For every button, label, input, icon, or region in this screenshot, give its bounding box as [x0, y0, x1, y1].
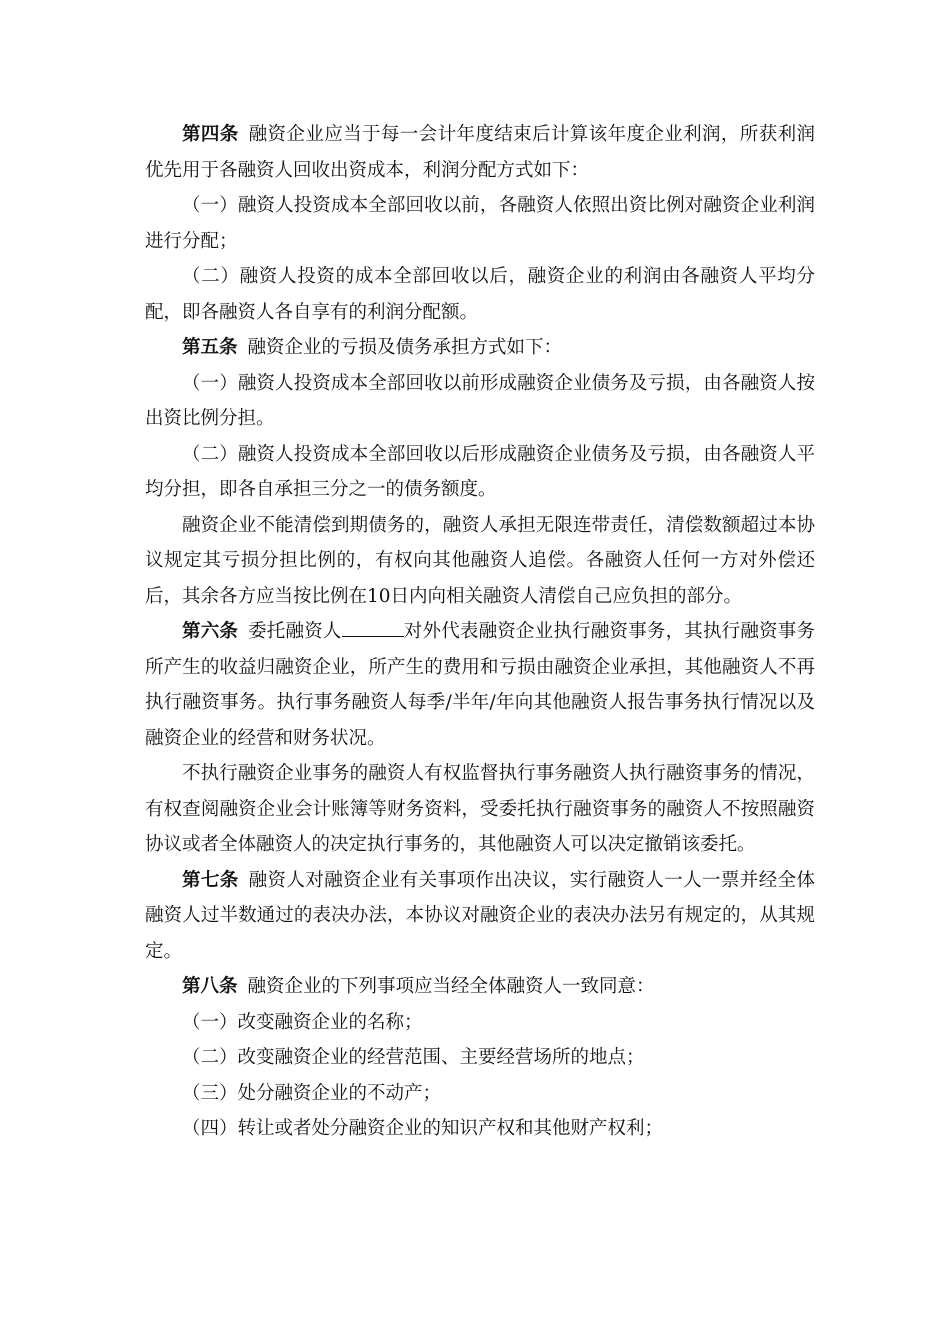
article-8-item-3: （三）处分融资企业的不动产； — [182, 1082, 442, 1104]
article-4-heading: 第四条 — [182, 124, 239, 145]
article-5-extra: 融资企业不能清偿到期债务的，融资人承担无限连带责任，清偿数额超过本协议规定其亏损分担比例的，有权向其他融资人追偿。各融资人任何一方对外偿还后，其余各方应当按比例在10日内向相关融资人清偿自己应负担的部分。 — [145, 514, 815, 607]
article-6-text-before: 委托融资人 — [248, 621, 342, 642]
article-4-item-1: （一）融资人投资成本全部回收以前，各融资人依照出资比例对融资企业利润进行分配； — [145, 195, 815, 252]
article-8-item-4: （四）转让或者处分融资企业的知识产权和其他财产权利； — [182, 1118, 664, 1139]
article-5-heading: 第五条 — [182, 337, 238, 358]
article-8 — [145, 969, 815, 1005]
article-7-heading: 第七条 — [182, 869, 239, 891]
article-8-item-2: （二）改变融资企业的经营范围、主要经营场所的地点； — [182, 1047, 645, 1068]
article-8-heading: 第八条 — [182, 976, 238, 997]
article-8-text: 融资企业的下列事项应当经全体融资人一致同意： — [247, 976, 655, 997]
article-7-text: 融资人对融资企业有关事项作出决议，实行融资人一人一票并经全体融资人过半数通过的表决办法，本协议对融资企业的表决办法另有规定的，从其规定。 — [145, 869, 815, 962]
article-4-text: 融资企业应当于每一会计年度结束后计算该年度企业利润，所获利润优先用于各融资人回收出资成本，利润分配方式如下： — [145, 124, 815, 181]
article-6-heading: 第六条 — [182, 621, 239, 642]
article-6-extra: 不执行融资企业事务的融资人有权监督执行事务融资人执行融资事务的情况，有权查阅融资企业会计账簿等财务资料，受委托执行融资事务的融资人不按照融资协议或者全体融资人的决定执行事务的，其他融资人可以决定撤销该委托。 — [145, 763, 815, 855]
article-5-text: 融资企业的亏损及债务承担方式如下： — [247, 337, 563, 358]
article-5-item-2: （二）融资人投资成本全部回收以后形成融资企业债务及亏损，由各融资人平均分担，即各自承担三分之一的债务额度。 — [145, 443, 815, 500]
article-4-item-2: （二）融资人投资的成本全部回收以后，融资企业的利润由各融资人平均分配，即各融资人各自享有的利润分配额。 — [145, 266, 815, 323]
fill-in-blank — [342, 616, 404, 637]
article-5-item-1: （一）融资人投资成本全部回收以前形成融资企业债务及亏损，由各融资人按出资比例分担。 — [145, 372, 815, 429]
article-5 — [145, 330, 815, 366]
article-6-text-after: 对外代表融资企业执行融资事务，其执行融资事务所产生的收益归融资企业，所产生的费用和亏损由融资企业承担，其他融资人不再执行融资事务。执行事务融资人每季/半年/年向其他融资人报告事务执行情况以及融资企业的经营和财务状况。 — [145, 621, 815, 749]
article-6 — [145, 614, 815, 756]
article-4 — [145, 117, 815, 188]
article-8-item-1: （一）改变融资企业的名称； — [182, 1011, 423, 1033]
article-7 — [145, 863, 815, 970]
document-page — [145, 117, 815, 1147]
